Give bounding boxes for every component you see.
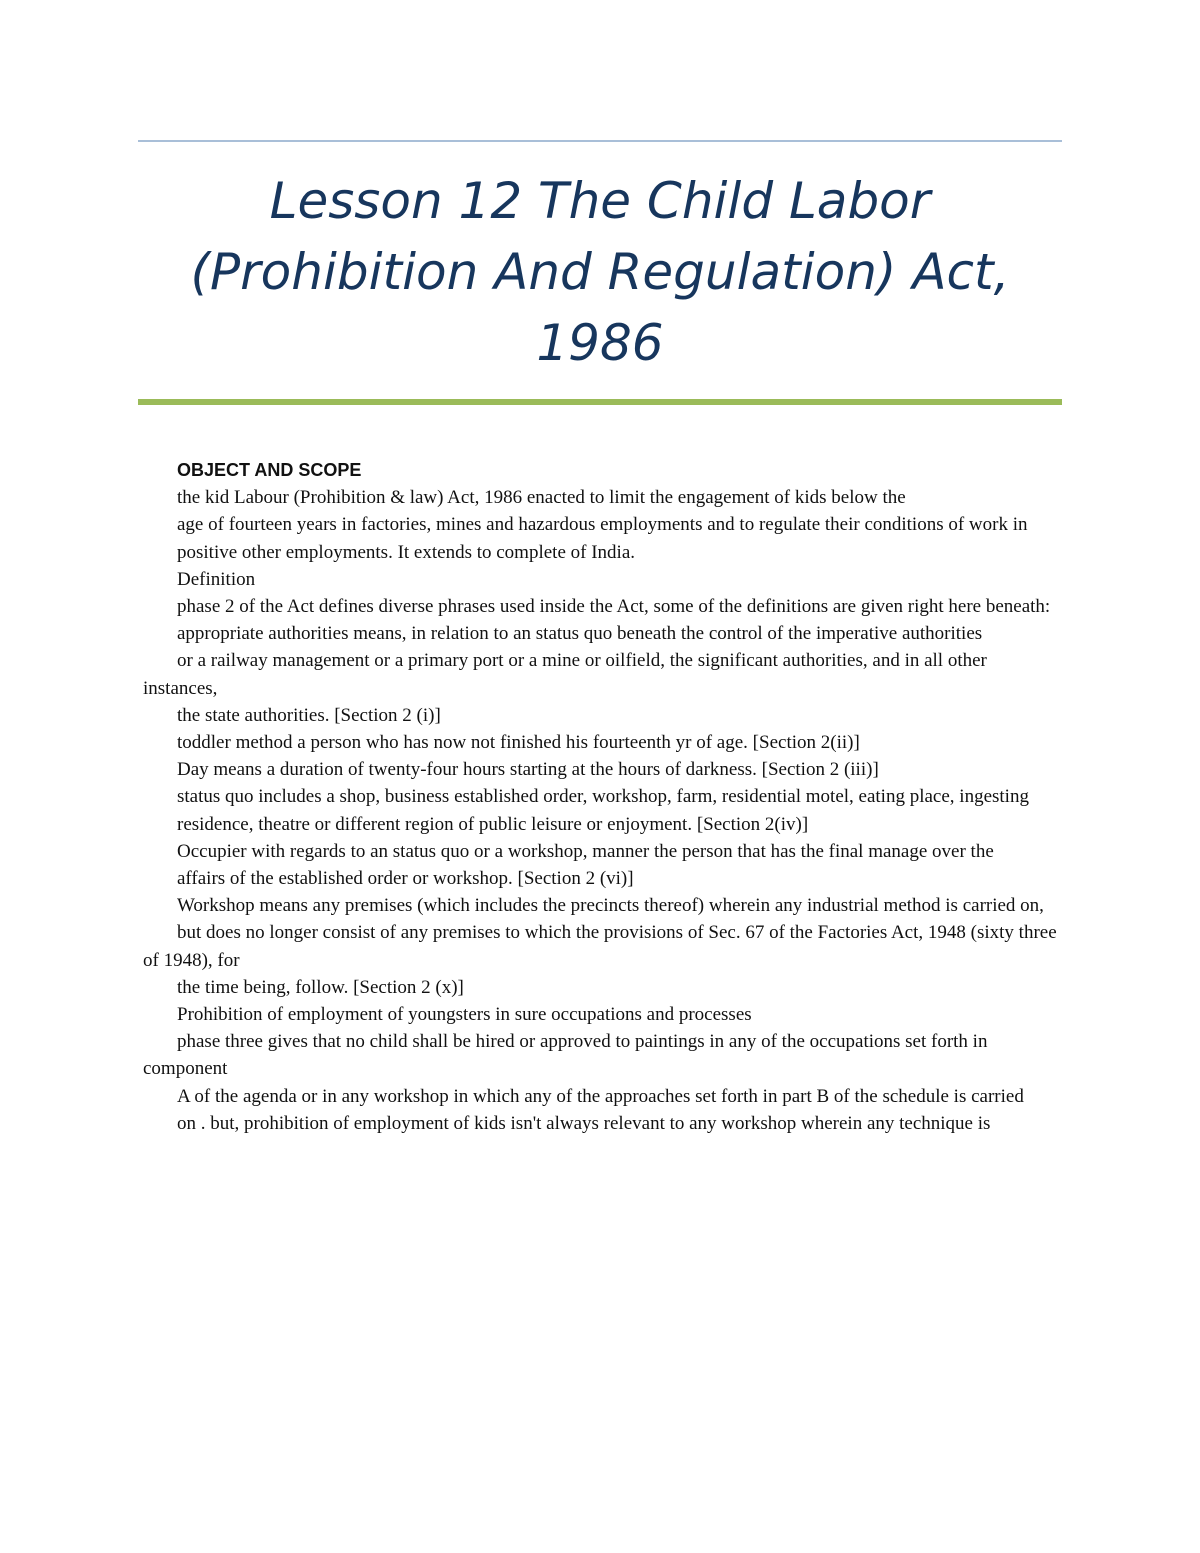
paragraph: age of fourteen years in factories, mines and hazardous employments and to regulate their conditions of work in xyxy=(177,514,1028,536)
paragraph: residence, theatre or different region of public leisure or enjoyment. [Section 2(iv)] xyxy=(177,813,809,835)
paragraph: Occupier with regards to an status quo or a workshop, manner the person that has the final manage over the xyxy=(177,840,994,862)
paragraph: Workshop means any premises (which includes the precincts thereof) wherein any industrial method is carried on, xyxy=(177,895,1044,917)
paragraph: affairs of the established order or workshop. [Section 2 (vi)] xyxy=(177,868,634,890)
paragraph: but does no longer consist of any premises to which the provisions of Sec. 67 of the Factories Act, 1948 (sixty three of 1948), for xyxy=(143,922,1057,971)
paragraph: appropriate authorities means, in relation to an status quo beneath the control of the imperative authorities xyxy=(177,623,983,645)
document-body xyxy=(143,457,1059,1137)
section-heading: OBJECT AND SCOPE xyxy=(177,460,362,480)
paragraph: the state authorities. [Section 2 (i)] xyxy=(177,704,441,726)
paragraph: or a railway management or a primary port or a mine or oilfield, the significant authorities, and in all other instances, xyxy=(143,650,987,699)
paragraph: phase 2 of the Act defines diverse phrases used inside the Act, some of the definitions are given right here beneath: xyxy=(177,596,1051,618)
title-bottom-rule xyxy=(138,399,1062,405)
paragraph: phase three gives that no child shall be hired or approved to paintings in any of the occupations set forth in component xyxy=(143,1031,988,1080)
paragraph: positive other employments. It extends to complete of India. xyxy=(177,541,636,563)
paragraph: Definition xyxy=(177,568,256,590)
paragraph: toddler method a person who has now not finished his fourteenth yr of age. [Section 2(ii)] xyxy=(177,732,860,754)
paragraph: Day means a duration of twenty-four hours starting at the hours of darkness. [Section 2 (iii)] xyxy=(177,759,879,781)
paragraph: on . but, prohibition of employment of kids isn't always relevant to any workshop wherein any technique is xyxy=(177,1112,991,1134)
paragraph: the time being, follow. [Section 2 (x)] xyxy=(177,976,464,998)
paragraph: status quo includes a shop, business established order, workshop, farm, residential motel, eating place, ingesting xyxy=(177,786,1029,808)
paragraph: Prohibition of employment of youngsters in sure occupations and processes xyxy=(177,1004,752,1026)
paragraph: the kid Labour (Prohibition & law) Act, 1986 enacted to limit the engagement of kids below the xyxy=(177,487,906,509)
paragraph: A of the agenda or in any workshop in which any of the approaches set forth in part B of the schedule is carried xyxy=(177,1085,1024,1107)
title-top-rule xyxy=(138,140,1062,142)
document-title: Lesson 12 The Child Labor (Prohibition And Regulation) Act, 1986 xyxy=(190,172,1010,372)
